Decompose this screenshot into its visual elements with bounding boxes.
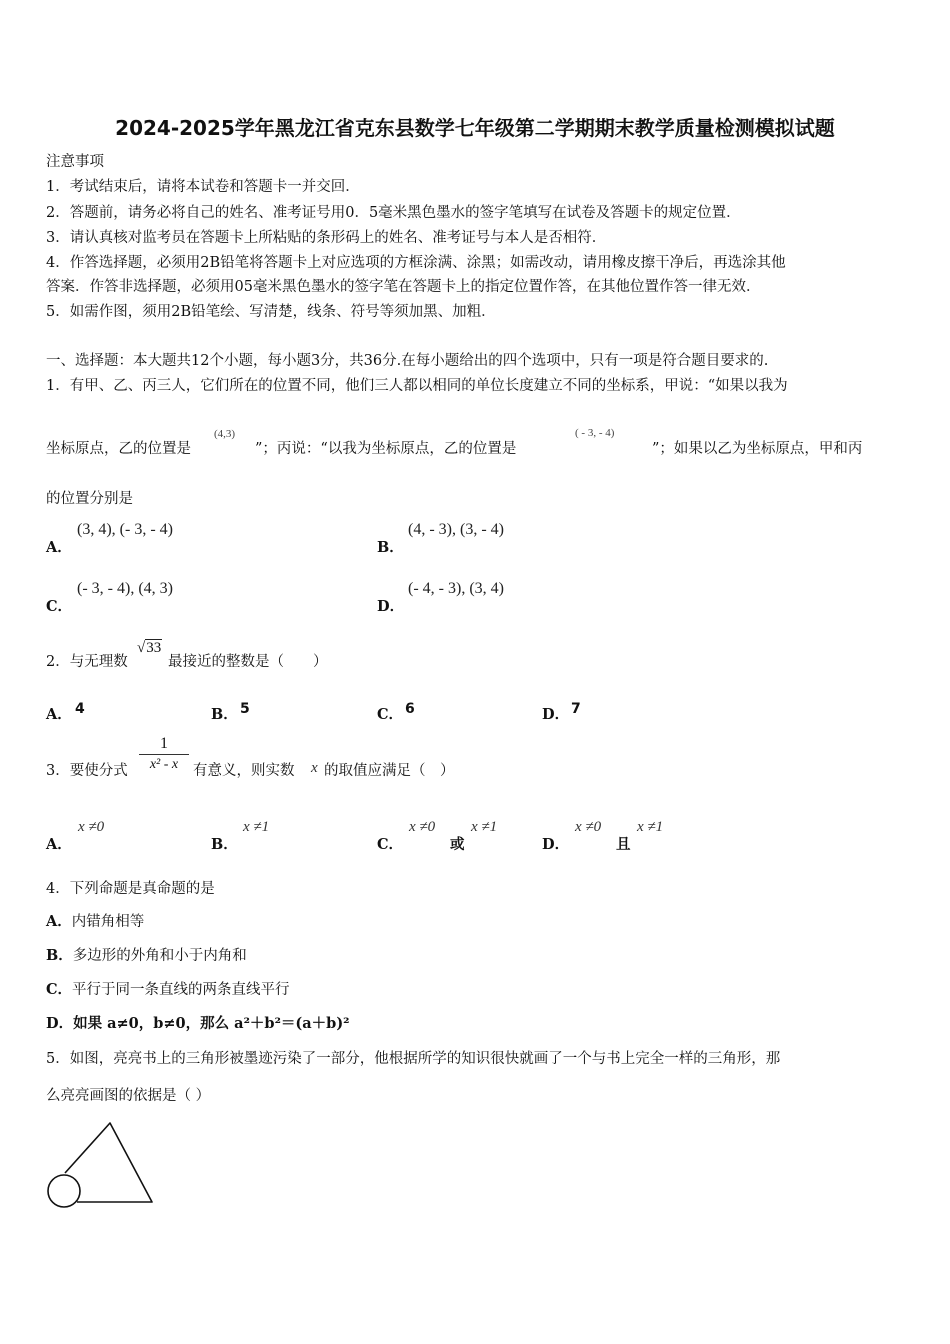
q3-option-d-conj: 且	[616, 836, 631, 853]
question-4-stem: 4．下列命题是真命题的是	[46, 881, 215, 897]
question-2-suffix: 最接近的整数是（ ）	[168, 654, 328, 670]
section-heading: 一、选择题：本大题共12个小题，每小题3分，共36分.在每小题给出的四个选项中，只有一项是符合题目要求的.	[46, 353, 769, 369]
notice-item: 4．作答选择题，必须用2B铅笔将答题卡上对应选项的方框涂满、涂黑；如需改动，请用橡皮擦干净后，再选涂其他	[46, 255, 786, 271]
q2-option-a: 4	[75, 701, 85, 717]
q2-option-b-label: B．	[211, 706, 238, 723]
ink-blot	[48, 1175, 80, 1207]
q4-option-c	[46, 980, 290, 1000]
q1-option-b: (4, - 3), (3, - 4)	[408, 521, 504, 538]
notice-item: 3．请认真核对监考员在答题卡上所粘贴的条形码上的姓名、准考证号与本人是否相符．	[46, 230, 607, 246]
q1-option-d-label: D．	[377, 598, 405, 615]
q2-option-a-label: A．	[46, 706, 72, 723]
q4-option-d-text: 如果 a≠0，b≠0，那么 a²＋b²＝(a＋b)²	[73, 1015, 350, 1032]
question-2-prefix: 2．与无理数	[46, 654, 128, 670]
q2-radicand: 33	[146, 640, 162, 656]
q3-option-d-label: D．	[542, 836, 570, 853]
q1-option-c-label: C．	[46, 598, 73, 615]
question-3-suffix: 的取值应满足（ ）	[324, 763, 455, 779]
q1-math-a: (4,3)	[214, 428, 236, 440]
q3-numerator: 1	[160, 735, 168, 752]
notice-item: 2．答题前，请务必将自己的姓名、准考证号用0．5毫米黑色墨水的签字笔填写在试卷及答题卡的规定位置．	[46, 205, 741, 221]
q3-option-b: x ≠1	[243, 819, 270, 835]
q4-option-b	[46, 946, 247, 966]
q3-denominator: x² - x	[149, 757, 179, 772]
question-5-line1: 5．如图，亮亮书上的三角形被墨迹污染了一部分，他根据所学的知识很快就画了一个与书上完全一样的三角形，那	[46, 1051, 781, 1067]
q4-option-b-label: B．	[46, 947, 73, 964]
q2-option-c: 6	[405, 701, 415, 717]
q4-option-c-label: C．	[46, 981, 73, 998]
q3-option-c-math1: x ≠0	[409, 819, 436, 835]
question-3-prefix: 3．要使分式	[46, 763, 128, 779]
q3-option-c-conj: 或	[450, 836, 465, 853]
notice-heading: 注意事项	[46, 154, 104, 170]
notice-item: 1．考试结束后，请将本试卷和答题卡一并交回．	[46, 179, 360, 195]
triangle-figure	[40, 1115, 165, 1215]
q1-option-d: (- 4, - 3), (3, 4)	[408, 580, 504, 597]
notice-item: 答案．作答非选择题，必须用05毫米黑色墨水的签字笔在答题卡上的指定位置作答，在其他位置作答一律无效．	[46, 279, 761, 295]
q4-option-c-text: 平行于同一条直线的两条直线平行	[72, 982, 290, 998]
q3-option-d-math1: x ≠0	[575, 819, 602, 835]
question-1-line2c: ”；如果以乙为坐标原点，甲和丙	[652, 441, 863, 457]
q3-option-c-math2: x ≠1	[471, 819, 498, 835]
page-title: 2024-2025学年黑龙江省克东县数学七年级第二学期期末教学质量检测模拟试题	[115, 116, 835, 140]
q3-fraction	[139, 735, 189, 773]
question-1-line3: 的位置分别是	[46, 491, 133, 507]
q1-option-a-label: A．	[46, 539, 72, 556]
q3-option-c-label: C．	[377, 836, 404, 853]
q3-option-a: x ≠0	[78, 819, 105, 835]
q2-option-d: 7	[571, 701, 581, 717]
q3-option-a-label: A．	[46, 836, 72, 853]
q2-sqrt: √33	[137, 640, 162, 656]
q3-option-d-math2: x ≠1	[637, 819, 664, 835]
q4-option-b-text: 多边形的外角和小于内角和	[72, 948, 247, 964]
q3-var: x	[311, 760, 318, 776]
q4-option-a	[46, 912, 144, 932]
q2-option-c-label: C．	[377, 706, 404, 723]
question-1-line2a: 坐标原点，乙的位置是	[46, 441, 191, 457]
q4-option-a-text: 内错角相等	[71, 914, 145, 930]
notice-item: 5．如需作图，须用2B铅笔绘、写清楚，线条、符号等须加黑、加粗．	[46, 304, 496, 320]
question-5-line2: 么亮亮画图的依据是（ ）	[46, 1088, 211, 1104]
q1-option-c: (- 3, - 4), (4, 3)	[77, 580, 173, 597]
fraction-bar	[139, 754, 189, 755]
q2-option-b: 5	[240, 701, 250, 717]
q1-math-b: ( - 3, - 4)	[575, 427, 615, 439]
question-1-line1: 1．有甲、乙、丙三人，它们所在的位置不同，他们三人都以相同的单位长度建立不同的坐标系，甲说：“如果以我为	[46, 378, 788, 394]
question-3-middle: 有意义，则实数	[193, 763, 295, 779]
q4-option-a-label: A．	[46, 913, 72, 930]
q2-option-d-label: D．	[542, 706, 570, 723]
q4-option-d-label: D．	[46, 1015, 74, 1032]
q3-option-b-label: B．	[211, 836, 238, 853]
q1-option-a: (3, 4), (- 3, - 4)	[77, 521, 173, 538]
question-1-line2b: ”；丙说：“以我为坐标原点，乙的位置是	[255, 441, 517, 457]
q1-option-b-label: B．	[377, 539, 404, 556]
q4-option-d	[46, 1014, 350, 1034]
